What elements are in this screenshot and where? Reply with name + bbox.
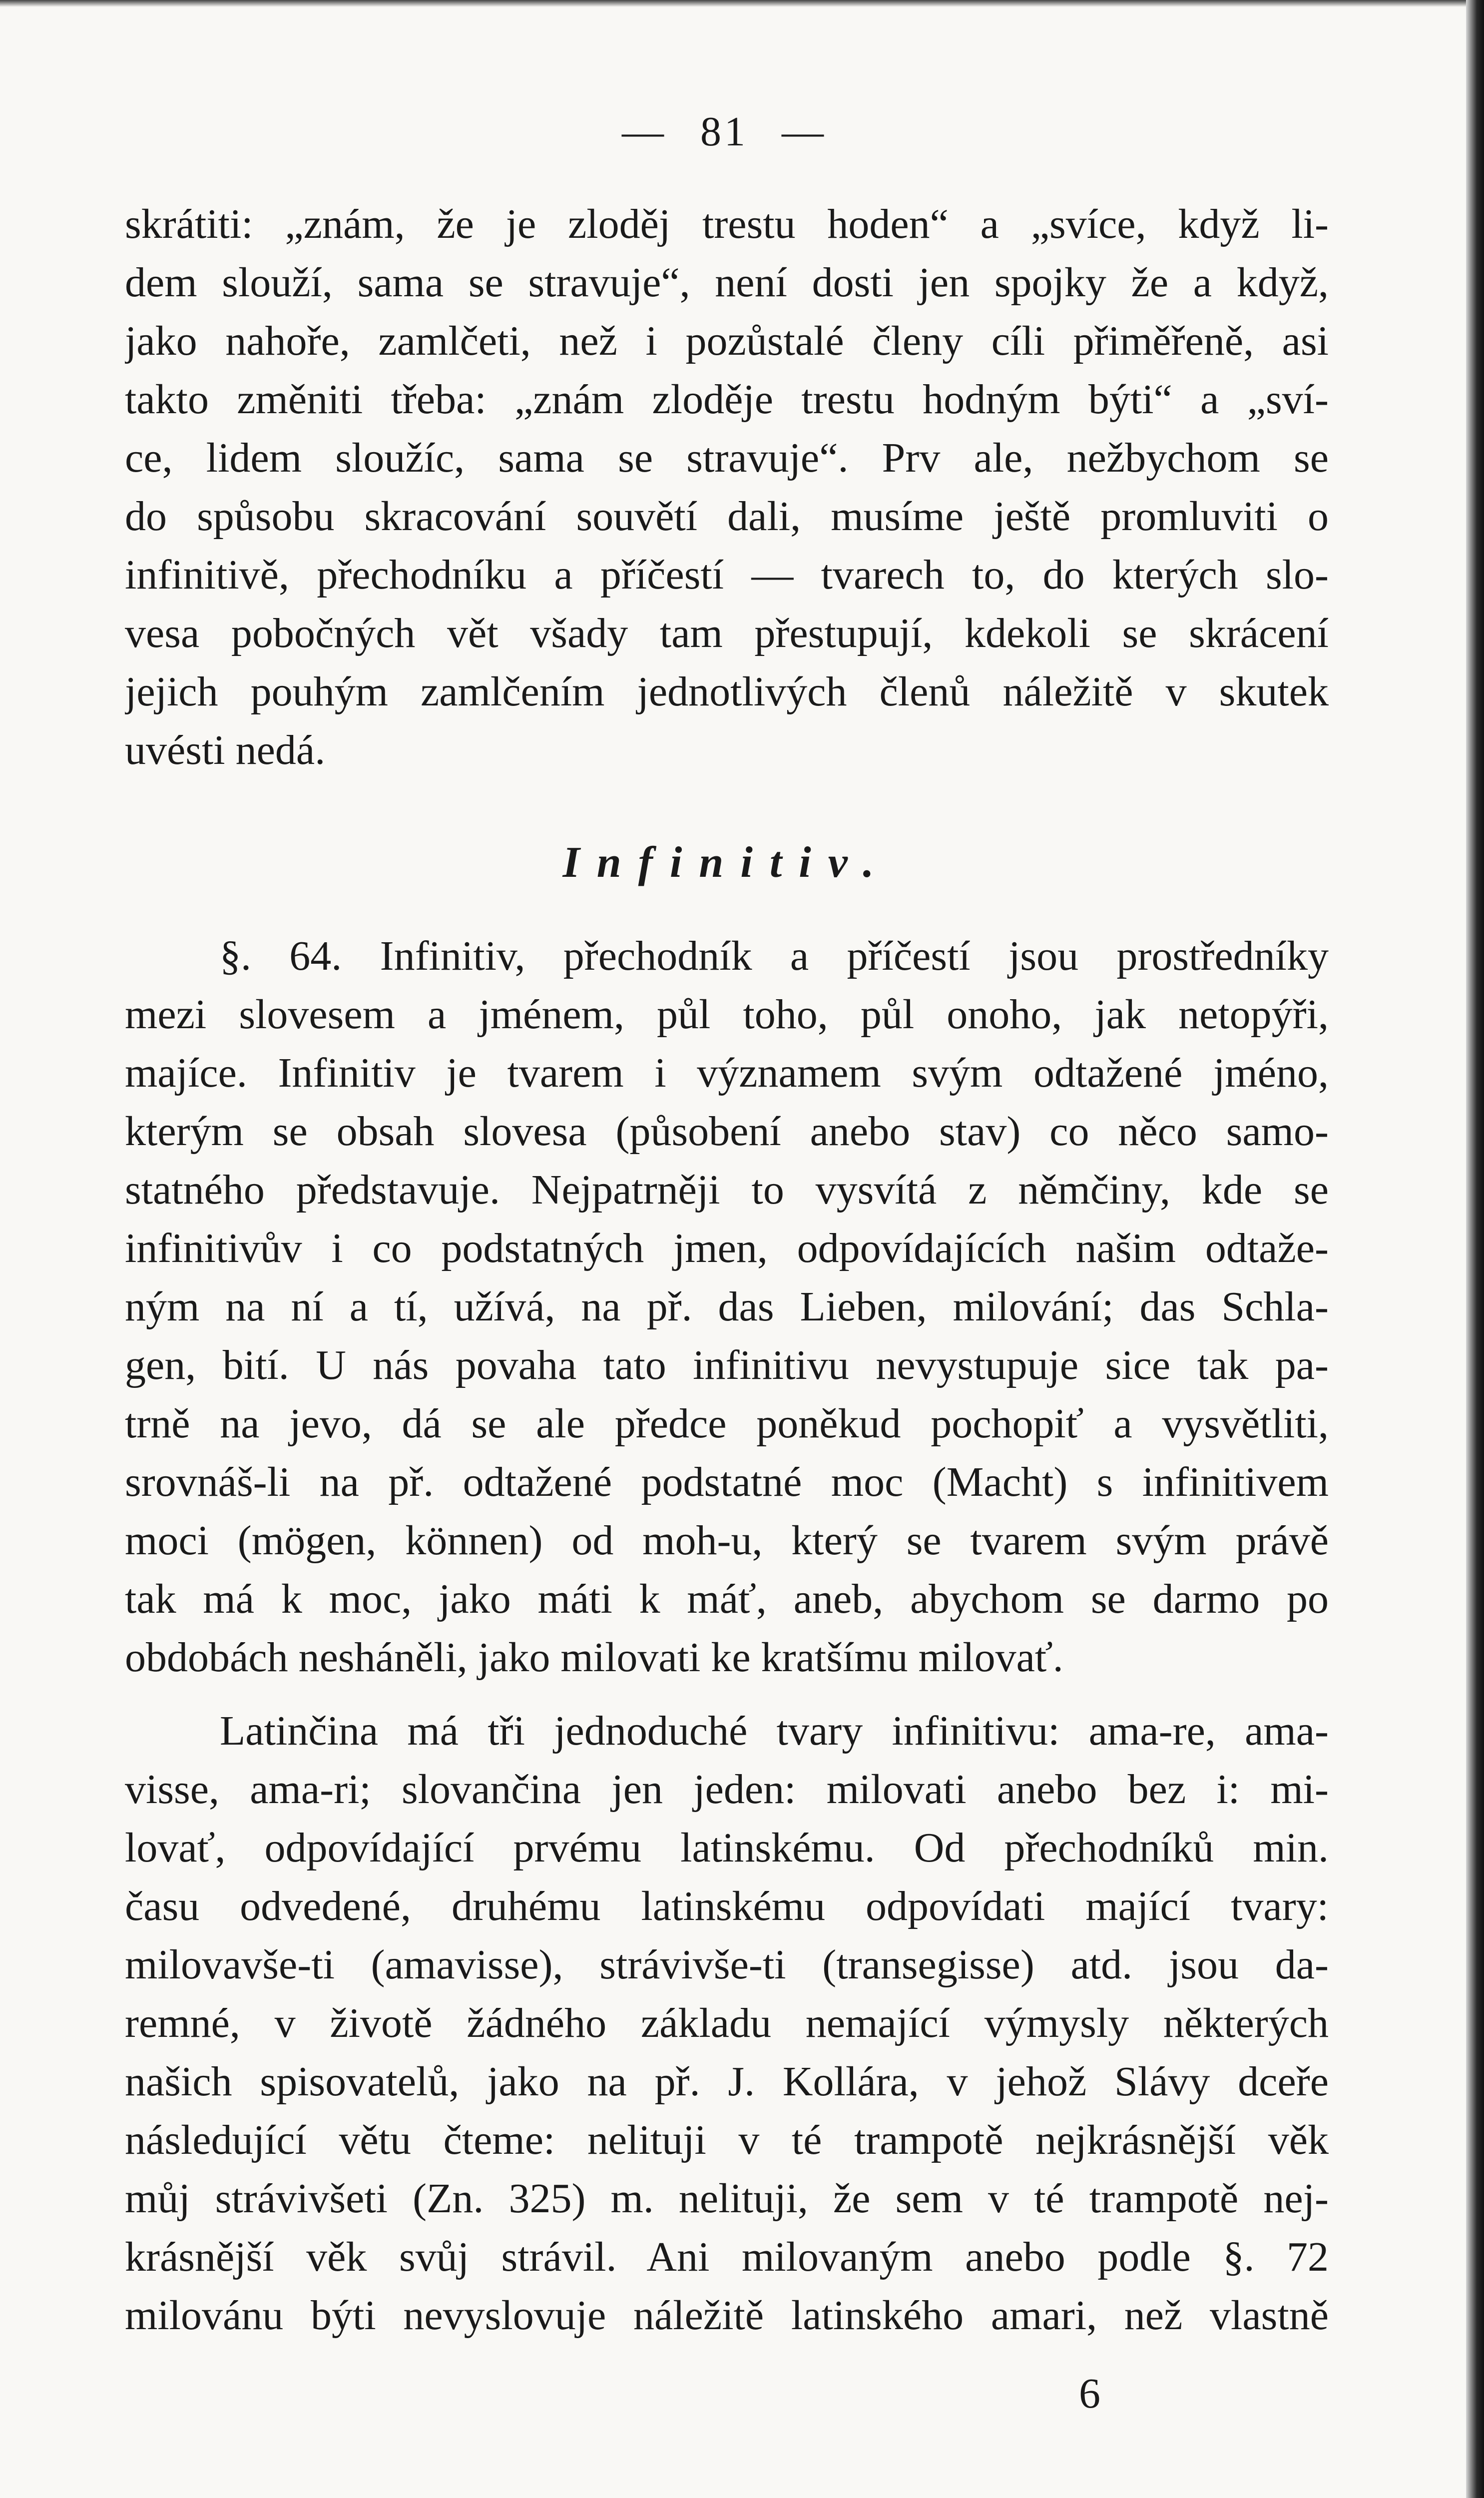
page-header <box>0 107 1449 156</box>
text-line: mezi slovesem a jménem, půl toho, půl onoho, jak netopýři, <box>125 991 1329 1038</box>
body-text <box>125 195 1329 2345</box>
text-line: ným na ní a tí, užívá, na př. das Lieben, milování; das Schla- <box>125 1283 1329 1330</box>
text-line: vesa pobočných vět všady tam přestupují, kdekoli se skrácení <box>125 610 1329 656</box>
text-line: §. 64. Infinitiv, přechodník a příčestí jsou prostředníky <box>220 933 1329 979</box>
paragraph-gap <box>125 1687 1329 1702</box>
text-line: moci (mögen, können) od moh-u, který se tvarem svým právě <box>125 1517 1329 1564</box>
text-line: ce, lidem sloužíc, sama se stravuje“. Prv ale, nežbychom se <box>125 435 1329 481</box>
signature-mark: 6 <box>1079 2369 1100 2417</box>
text-line: milovavše-ti (amavisse), strávivše-ti (transegisse) atd. jsou da- <box>125 1941 1329 1988</box>
text-line: do spůsobu skracování souvětí dali, musíme ještě promluviti o <box>125 493 1329 540</box>
text-line: tak má k moc, jako máti k máť, aneb, abychom se darmo po <box>125 1576 1329 1622</box>
text-line: infinitivův i co podstatných jmen, odpovídajících našim odtaže- <box>125 1225 1329 1271</box>
header-dash-right: — <box>782 108 827 155</box>
section-heading: Infinitiv. <box>562 838 891 887</box>
text-line: našich spisovatelů, jako na př. J. Kollára, v jehož Slávy dceře <box>125 2058 1329 2105</box>
paragraph-3 <box>125 1702 1329 2345</box>
text-line: infinitivě, přechodníku a příčestí — tvarech to, do kterých slo- <box>125 552 1329 598</box>
page-binding-edge <box>1466 0 1484 2498</box>
header-dash-left: — <box>622 108 667 155</box>
text-line: dem slouží, sama se stravuje“, není dosti jen spojky že a když, <box>125 259 1329 306</box>
text-line: remné, v životě žádného základu nemající výmysly některých <box>125 2000 1329 2046</box>
text-line: takto změniti třeba: „znám zloděje trestu hodným býti“ a „sví- <box>125 376 1329 423</box>
text-line: jako nahoře, zamlčeti, než i pozůstalé členy cíli přiměřeně, asi <box>125 318 1329 364</box>
text-line: skrátiti: „znám, že je zloděj trestu hoden“ a „svíce, když li- <box>125 201 1329 247</box>
text-line: milovánu býti nevyslovuje náležitě latinského amari, než vlastně <box>125 2292 1329 2339</box>
text-line: Latinčina má tři jednoduché tvary infinitivu: ama-re, ama- <box>220 1708 1329 1754</box>
paragraph-2 <box>125 927 1329 1687</box>
text-line: lovať, odpovídající prvému latinskému. Od přechodníků min. <box>125 1825 1329 1871</box>
text-line: času odvedené, druhému latinskému odpovídati mající tvary: <box>125 1883 1329 1929</box>
text-line: majíce. Infinitiv je tvarem i významem svým odtažené jméno, <box>125 1050 1329 1096</box>
text-line: jejich pouhým zamlčením jednotlivých členů náležitě v skutek <box>125 668 1329 715</box>
text-line: kterým se obsah slovesa (působení anebo stav) co něco samo- <box>125 1108 1329 1155</box>
text-line: trně na jevo, dá se ale předce poněkud pochopiť a vysvětliti, <box>125 1400 1329 1447</box>
text-line: můj strávivšeti (Zn. 325) m. nelituji, že sem v té trampotě nej- <box>125 2175 1329 2222</box>
text-line: srovnáš-li na př. odtažené podstatné moc (Macht) s infinitivem <box>125 1459 1329 1505</box>
paragraph-1 <box>125 195 1329 779</box>
text-line: visse, ama-ri; slovančina jen jeden: milovati anebo bez i: mi- <box>125 1766 1329 1813</box>
page-number: 81 <box>700 108 748 155</box>
text-line: statného představuje. Nejpatrněji to vysvítá z němčiny, kde se <box>125 1167 1329 1213</box>
text-line: gen, bití. U nás povaha tato infinitivu nevystupuje sice tak pa- <box>125 1342 1329 1388</box>
page-top-edge <box>0 0 1484 7</box>
text-line: uvésti nedá. <box>125 727 326 773</box>
text-line: následující větu čteme: nelituji v té trampotě nejkrásnější věk <box>125 2117 1329 2163</box>
text-line: krásnější věk svůj strávil. Ani milovaným anebo podle §. 72 <box>125 2234 1329 2280</box>
text-line: obdobách nesháněli, jako milovati ke kratšímu milovať. <box>125 1634 1063 1681</box>
